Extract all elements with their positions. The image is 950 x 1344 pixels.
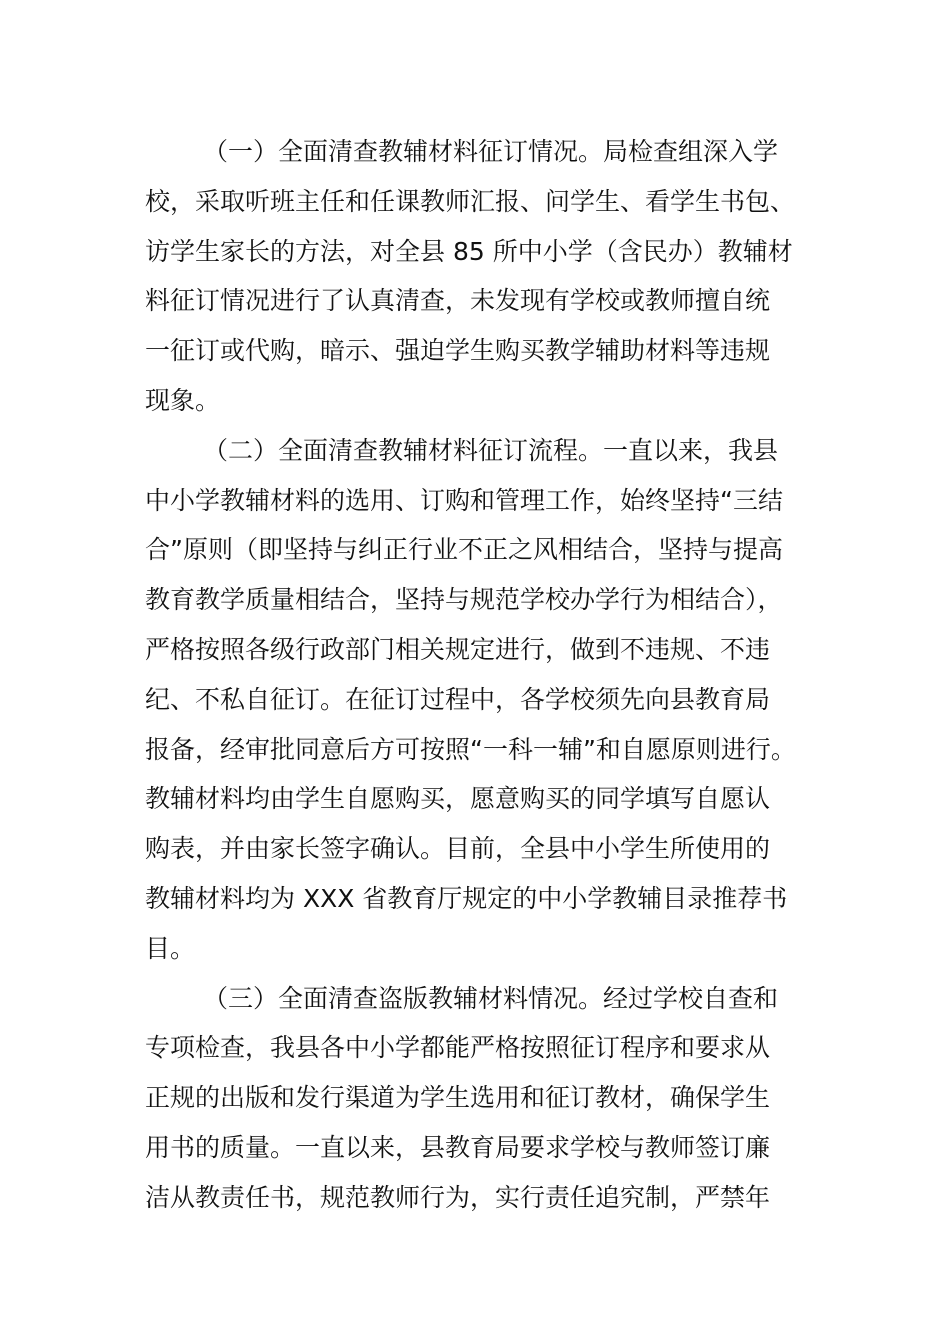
text-line: （二）全面清查教辅材料征订流程。一直以来，我县: [203, 435, 779, 465]
text-line: 访学生家长的方法，对全县 85 所中小学（含民办）教辅材: [145, 236, 793, 266]
text-line: 专项检查，我县各中小学都能严格按照征订程序和要求从: [145, 1033, 771, 1063]
text-line: 购表，并由家长签字确认。目前，全县中小学生所使用的: [145, 834, 771, 864]
text-line: 现象。: [145, 385, 221, 415]
text-line: 报备，经审批同意后方可按照“一科一辅”和自愿原则进行。: [145, 734, 796, 764]
document-body: [145, 127, 805, 1223]
paragraph-1: [145, 127, 805, 426]
paragraph-2: [145, 426, 805, 974]
text-line: 严格按照各级行政部门相关规定进行，做到不违规、不违: [145, 634, 771, 664]
paragraph-3: [145, 974, 805, 1223]
text-line: 教育教学质量相结合，坚持与规范学校办学行为相结合），: [145, 585, 783, 615]
text-line: （三）全面清查盗版教辅材料情况。经过学校自查和: [203, 983, 779, 1013]
text-line: 中小学教辅材料的选用、订购和管理工作，始终坚持“三结: [145, 485, 783, 515]
text-line: 目。: [145, 933, 196, 963]
text-line: （一）全面清查教辅材料征订情况。局检查组深入学: [203, 137, 779, 166]
text-line: 用书的质量。一直以来，县教育局要求学校与教师签订廉: [145, 1132, 771, 1162]
text-line: 合”原则（即坚持与纠正行业不正之风相结合，坚持与提高: [145, 535, 783, 565]
text-line: 正规的出版和发行渠道为学生选用和征订教材，确保学生: [145, 1083, 771, 1113]
text-line: 料征订情况进行了认真清查，未发现有学校或教师擅自统: [145, 286, 771, 316]
text-line: 校，采取听班主任和任课教师汇报、问学生、看学生书包、: [145, 186, 796, 216]
text-line: 一征订或代购，暗示、强迫学生购买教学辅助材料等违规: [145, 336, 771, 366]
text-line: 教辅材料均为 XXX 省教育厅规定的中小学教辅目录推荐书: [145, 883, 788, 913]
text-line: 纪、不私自征订。在征订过程中，各学校须先向县教育局: [145, 684, 771, 714]
text-line: 教辅材料均由学生自愿购买，愿意购买的同学填写自愿认: [145, 784, 771, 814]
text-line: 洁从教责任书，规范教师行为，实行责任追究制，严禁年: [145, 1182, 771, 1212]
